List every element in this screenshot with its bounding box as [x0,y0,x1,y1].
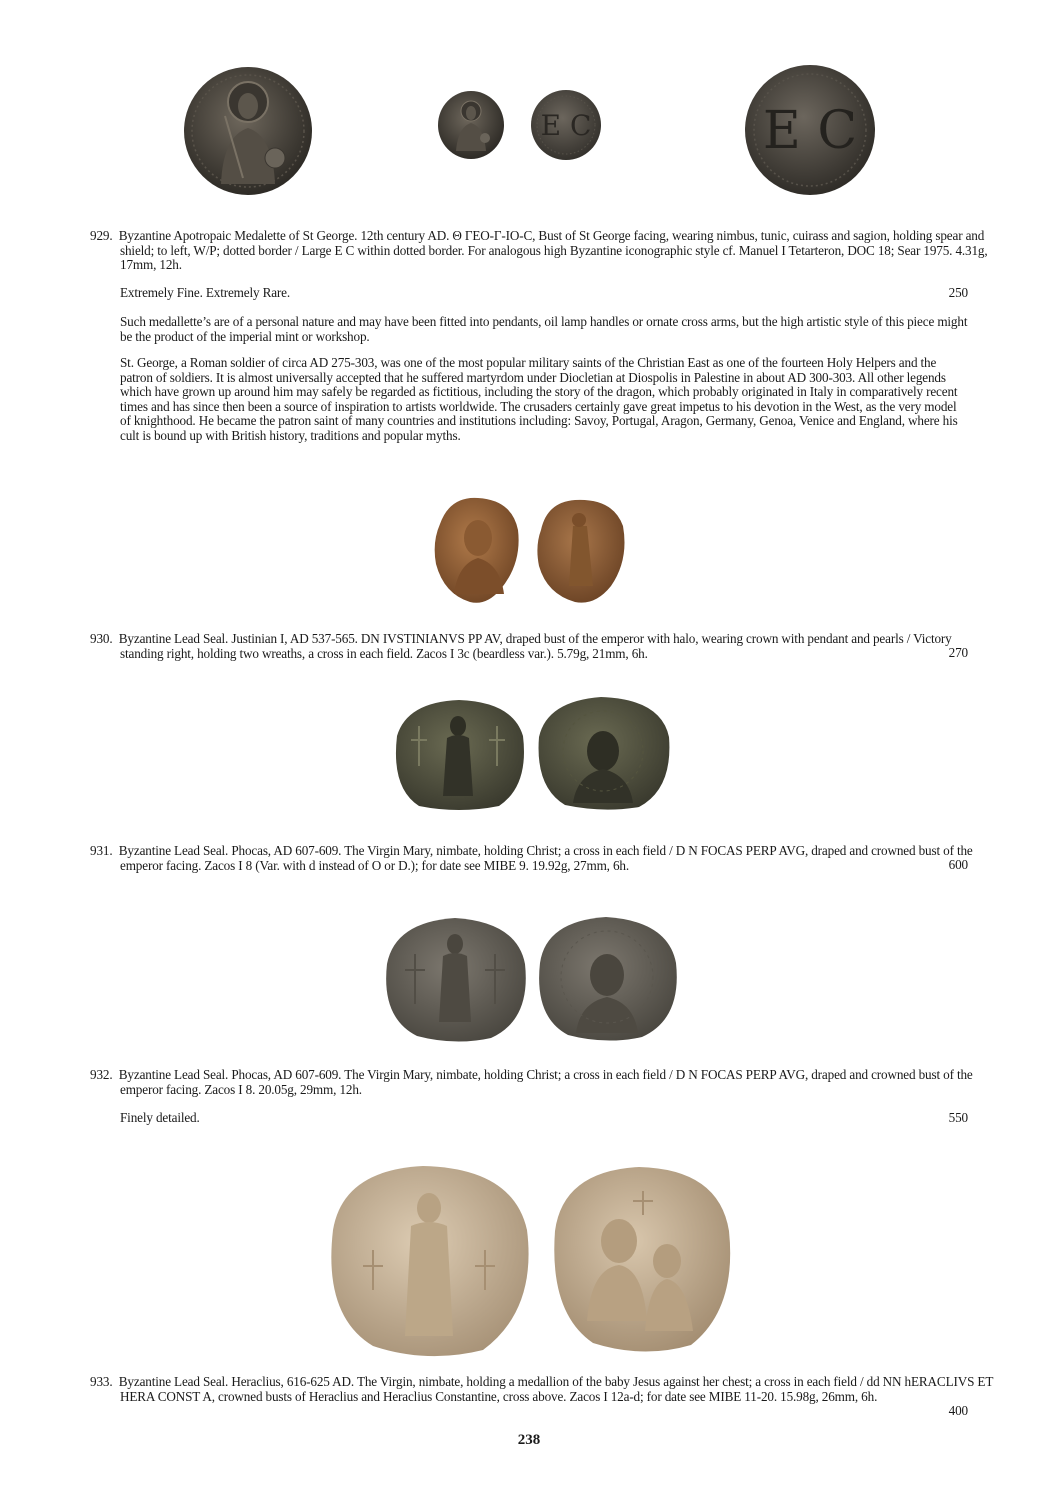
seal-933-obverse [323,1160,535,1360]
lot-931-number: 931. [90,843,113,858]
seal-932-obverse [381,914,529,1044]
seal-931-reverse [533,693,673,811]
coin-929-large-obverse [183,66,313,196]
lot-930-text: Byzantine Lead Seal. Justinian I, AD 537-565. DN IVSTINIANVS PP AV, draped bust of the emperor with halo, wearing crown with pendant and pearls / Victory standing right, holding two wreaths, a cross in each field. Zacos I 3c (beardless var.). 5.79g, 21mm, 6h. [118,631,952,661]
seal-933-reverse [547,1161,735,1357]
lot-931-description [90,844,998,873]
lot-933-number: 933. [90,1374,113,1389]
lot-929-grade: Extremely Fine. Extremely Rare. [120,285,291,300]
lot-930-description [90,632,998,661]
lot-932-number: 932. [90,1067,113,1082]
lot-929-note-2: St. George, a Roman soldier of circa AD 275-303, was one of the most popular military saints of the Christian East as one of the fourteen Holy Helpers and the patron of soldiers. It is almost universally accepted that he suffered martyrdom under Diocletian at Diospolis in Palestine in about AD 300-303. All other legends which have grown up around him may safely be regarded as fictitious, including the story of the dragon, which probably originated in Italy in comparatively recent times and has since then been a source of inspiration to artists worldwide. The crusaders certainly gave great impetus to his devotion in the West, as the very model of knighthood. He became the patron saint of many countries and institutions including: Savoy, Portugal, Aragon, Germany, Genoa, Venice and England, where his cult is bound up with British history, traditions and popular myths. [120,355,958,443]
coin-929-large-reverse [744,64,876,196]
lot-930-estimate: 270 [948,645,968,660]
lot-933-estimate: 400 [948,1403,968,1418]
seal-930-reverse [535,496,627,606]
lot-929-text: Byzantine Apotropaic Medalette of St George. 12th century AD. Θ ΓΕΟ-Γ-ΙΟ-C, Bust of St George facing, wearing nimbus, tunic, cuirass and sagion, holding spear and shield; to left, W/P; dotted border / Large E C within dotted border. For analogous high Byzantine iconographic style cf. Manuel I Tetarteron, DOC 18; Sear 1975. 4.31g, 17mm, 12h. [118,228,988,272]
lot-933-text: Byzantine Lead Seal. Heraclius, 616-625 AD. The Virgin, nimbate, holding a medallion of the baby Jesus against her chest; a cross in each field / dd NN hERACLIVS ET HERA CONST A, crowned busts of Heraclius and Heraclius Constantine, cross above. Zacos I 12a-d; for date see MIBE 11-20. 15.98g, 26mm, 6h. [118,1374,993,1404]
coin-legend-small: E C [540,109,592,142]
coin-929-small-obverse [438,91,504,159]
lot-929-estimate: 250 [948,285,968,300]
page-number: 238 [517,1432,541,1448]
lot-931-estimate: 600 [948,857,968,872]
lot-929-description [90,229,998,273]
lot-931-text: Byzantine Lead Seal. Phocas, AD 607-609. The Virgin Mary, nimbate, holding Christ; a cross in each field / D N FOCAS PERP AVG, draped and crowned bust of the emperor facing. Zacos I 8 (Var. with d instead of O or D.); for date see MIBE 9. 19.92g, 27mm, 6h. [118,843,973,873]
lot-933-description [90,1375,998,1404]
lot-932-text: Byzantine Lead Seal. Phocas, AD 607-609. The Virgin Mary, nimbate, holding Christ; a cross in each field / D N FOCAS PERP AVG, draped and crowned bust of the emperor facing. Zacos I 8. 20.05g, 29mm, 12h. [118,1067,973,1097]
coin-legend-large: E C [762,101,858,161]
lot-929-note-1: Such medallette’s are of a personal nature and may have been fitted into pendants, oil lamp handles or ornate cross arms, but the high artistic style of this piece might be the product of the imperial mint or workshop. [120,314,968,344]
lot-932-estimate: 550 [948,1110,968,1125]
seal-932-reverse [534,913,680,1043]
seal-931-obverse [389,696,527,812]
lot-929-number: 929. [90,228,113,243]
coin-929-small-reverse [531,90,601,160]
lot-932-description [90,1068,998,1097]
seal-930-obverse [430,494,522,606]
lot-932-grade: Finely detailed. [120,1110,200,1125]
lot-930-number: 930. [90,631,113,646]
